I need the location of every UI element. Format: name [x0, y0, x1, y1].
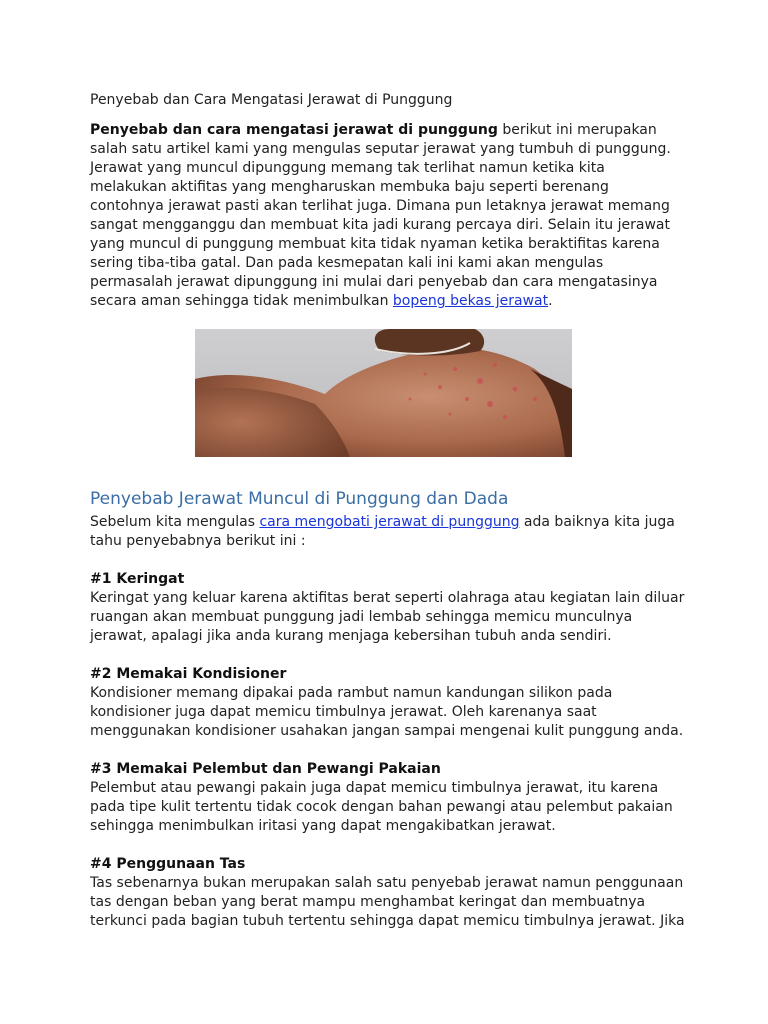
intro-bold-lead: Penyebab dan cara mengatasi jerawat di punggung [90, 122, 498, 138]
document-content [90, 90, 685, 931]
cause-body: Tas sebenarnya bukan merupakan salah satu penyebab jerawat namun penggunaan tas dengan beban yang berat mampu menghambat keringat dan membuatnya terkunci pada bagian tubuh tertentu sehingga dapat memicu timbulnya jerawat. Jika [90, 875, 685, 929]
cause-heading: #3 Memakai Pelembut dan Pewangi Pakaian [90, 761, 441, 777]
document-title: Penyebab dan Cara Mengatasi Jerawat di Punggung [90, 92, 453, 108]
cause-heading: #2 Memakai Kondisioner [90, 666, 287, 682]
section-intro-text-end: ada baiknya kita juga tahu penyebabnya berikut ini : [90, 514, 675, 549]
intro-text-end: . [548, 293, 553, 309]
cause-item-kondisioner [90, 665, 685, 741]
back-acne-photo [195, 329, 572, 457]
intro-paragraph [90, 121, 685, 311]
cause-heading: #4 Penggunaan Tas [90, 856, 246, 872]
cause-body: Keringat yang keluar karena aktifitas berat seperti olahraga atau kegiatan lain diluar ruangan akan membuat punggung jadi lembab sehingga memicu munculnya jerawat, apalagi jika anda kurang menjaga kebersihan tubuh anda sendiri. [90, 590, 685, 644]
section-heading: Penyebab Jerawat Muncul di Punggung dan Dada [90, 489, 509, 509]
cause-item-tas [90, 855, 685, 931]
cause-item-pelembut [90, 760, 685, 836]
cause-heading: #1 Keringat [90, 571, 185, 587]
cause-body: Pelembut atau pewangi pakain juga dapat memicu timbulnya jerawat, itu karena pada tipe kulit tertentu tidak cocok dengan bahan pewangi atau pelembut pakaian sehingga menimbulkan iritasi yang dapat mengakibatkan jerawat. [90, 780, 673, 834]
cause-item-keringat [90, 570, 685, 646]
cara-mengobati-link[interactable]: cara mengobati jerawat di punggung [259, 514, 520, 530]
section-intro [90, 513, 685, 551]
bopeng-bekas-jerawat-link[interactable]: bopeng bekas jerawat [392, 293, 549, 309]
cause-body: Kondisioner memang dipakai pada rambut namun kandungan silikon pada kondisioner juga dapat memicu timbulnya jerawat. Oleh karenanya saat menggunakan kondisioner usahakan jangan sampai mengenai kulit punggung anda. [90, 685, 684, 739]
intro-text: berikut ini merupakan salah satu artikel kami yang mengulas seputar jerawat yang tumbuh di punggung. Jerawat yang muncul dipunggung memang tak terlihat namun ketika kita melakukan aktifitas yang mengharuskan membuka baju seperti berenang contohnya jerawat pasti akan terlihat juga. Dimana pun letaknya jerawat memang sangat mengganggu dan membuat kita jadi kurang percaya diri. Selain itu jerawat yang muncul di punggung membuat kita tidak nyaman ketika beraktifitas karena sering tiba-tiba gatal. Dan pada kesmepatan kali ini kami akan mengulas permasalah jerawat dipunggung ini mulai dari penyebab dan cara mengatasinya secara aman sehingga tidak menimbulkan [90, 122, 671, 309]
section-intro-text: Sebelum kita mengulas [90, 514, 260, 530]
